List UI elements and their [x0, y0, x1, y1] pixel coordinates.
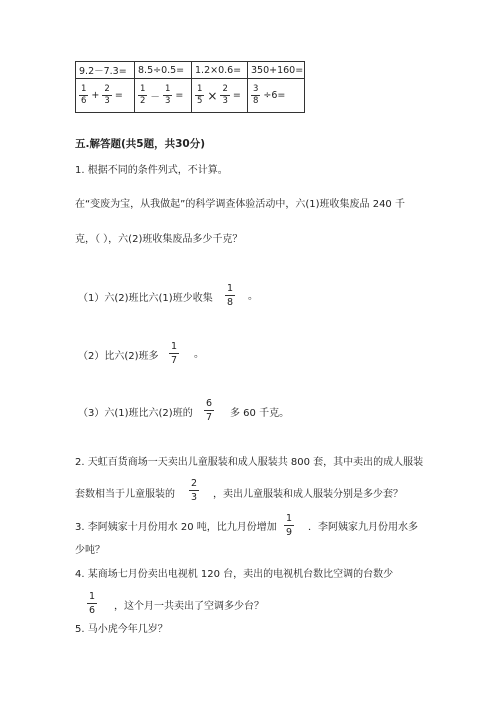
question-2-line1: 2. 天虹百货商场一天卖出儿童服装和成人服装共 800 套，其中卖出的成人服装 [75, 457, 424, 468]
table-row [76, 62, 305, 79]
table-row [76, 79, 305, 113]
fraction: $\frac{2}{3}$ [191, 478, 198, 503]
question-1-sub3-tail: 多 60 千克。 [230, 408, 290, 419]
table-cell: 9.2－7.3= [76, 62, 135, 79]
calculation-table [75, 61, 305, 113]
table-cell [135, 79, 192, 113]
fraction: $\frac{1}{6}$ [81, 84, 87, 106]
question-2-tail: ，卖出儿童服装和成人服装分别是多少套？ [213, 489, 403, 500]
section-title: 五.解答题(共5题，共30分) [75, 138, 206, 150]
question-1-sub1: （1）六(2)班比六(1)班少收集 [78, 293, 213, 304]
question-1-sub3: （3）六(1)班比六(2)班的 [78, 408, 193, 419]
fraction: $\frac{6}{7}$ [206, 398, 213, 423]
table-cell [76, 79, 135, 113]
table-cell: 1.2×0.6= [192, 62, 248, 79]
equals: = [114, 90, 123, 101]
fraction: $\frac{1}{6}$ [89, 591, 96, 616]
question-3-line1: 3. 李阿姨家十月份用水 20 吨，比九月份增加 [75, 522, 277, 533]
fraction: $\frac{1}{2}$ [140, 84, 146, 106]
question-1-intro-line1: 在“变废为宝，从我做起”的科学调查体验活动中，六(1)班收集废品 240 千 [75, 199, 405, 210]
equals: = [232, 90, 241, 101]
table-cell [248, 79, 305, 113]
question-3-tail: ．李阿姨家九月份用水多 [308, 522, 418, 533]
table-cell: 8.5÷0.5= [135, 62, 192, 79]
fraction: $\frac{1}{3}$ [164, 84, 171, 106]
punctuation: 。 [248, 291, 258, 302]
punctuation: 。 [194, 349, 204, 360]
equals: = [175, 90, 184, 101]
operator: × [207, 88, 218, 103]
fraction: $\frac{1}{5}$ [197, 84, 203, 106]
question-3-line2: 少吨？ [75, 545, 105, 556]
table-cell [192, 79, 248, 113]
question-5-title: 5. 马小虎今年几岁？ [75, 624, 168, 635]
question-1-intro-line2: 克，（ ），六(2)班收集废品多少千克？ [75, 234, 243, 245]
fraction: $\frac{3}{8}$ [253, 84, 259, 106]
question-1-title: 1. 根据不同的条件列式，不计算。 [75, 165, 228, 176]
operator: + [91, 90, 100, 101]
fraction: $\frac{2}{3}$ [222, 84, 228, 106]
operator: － [150, 91, 160, 103]
question-4-line1: 4. 某商场七月份卖出电视机 120 台，卖出的电视机台数比空调的台数少 [75, 569, 394, 580]
question-1-sub2: （2）比六(2)班多 [78, 351, 159, 362]
question-2-line2: 套数相当于儿童服装的 [75, 489, 175, 500]
table-cell: 350+160= [248, 62, 305, 79]
equals: ÷6= [263, 90, 286, 101]
fraction: $\frac{1}{9}$ [286, 513, 293, 538]
question-4-tail: ，这个月一共卖出了空调多少台？ [114, 601, 264, 612]
fraction: $\frac{2}{3}$ [104, 84, 110, 106]
fraction: $\frac{1}{7}$ [171, 341, 178, 366]
fraction: $\frac{1}{8}$ [227, 283, 234, 308]
